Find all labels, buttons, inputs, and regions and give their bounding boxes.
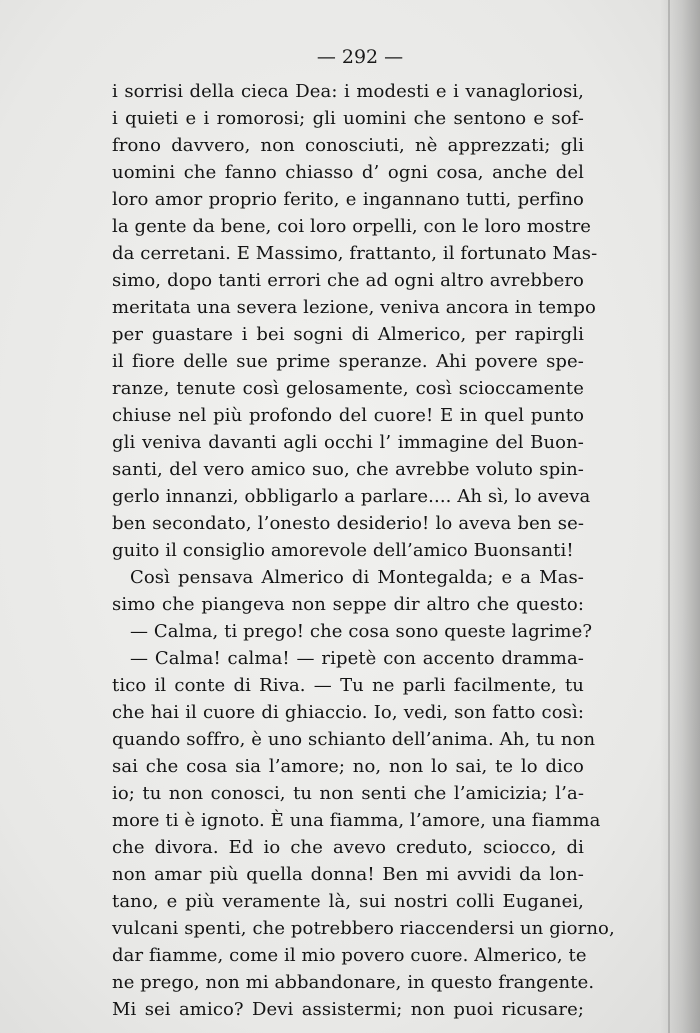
text-line: more ti è ignoto. È una fiamma, l’amore, una fiamma xyxy=(112,810,601,831)
text-line: chiuse nel più profondo del cuore! E in quel punto xyxy=(112,405,584,426)
page-number: — 292 — xyxy=(316,46,404,68)
text-line: io; tu non conosci, tu non senti che l’amicizia; l’a- xyxy=(112,783,584,804)
text-line: da cerretani. E Massimo, frattanto, il fortunato Mas- xyxy=(112,243,598,264)
text-line: — Calma! calma! — ripetè con accento dramma- xyxy=(130,648,584,669)
text-line: uomini che fanno chiasso d’ ogni cosa, anche del xyxy=(112,162,584,183)
text-line: ben secondato, l’onesto desiderio! lo aveva ben se- xyxy=(112,513,584,534)
text-line: simo, dopo tanti errori che ad ogni altro avrebbero xyxy=(112,270,584,291)
text-line: che divora. Ed io che avevo creduto, sciocco, di xyxy=(112,837,584,858)
text-line: santi, del vero amico suo, che avrebbe voluto spin- xyxy=(112,459,584,480)
text-line: meritata una severa lezione, veniva ancora in tempo xyxy=(112,297,596,318)
text-line: — Calma, ti prego! che cosa sono queste lagrime? xyxy=(130,621,593,642)
text-line: non amar più quella donna! Ben mi avvidi da lon- xyxy=(112,864,584,885)
text-line: vulcani spenti, che potrebbero riaccendersi un giorno, xyxy=(112,918,615,939)
text-line: che hai il cuore di ghiaccio. Io, vedi, son fatto così: xyxy=(112,702,584,723)
page-fold-line xyxy=(668,0,670,1033)
text-line: i quieti e i romorosi; gli uomini che sentono e sof- xyxy=(112,108,584,129)
text-line: sai che cosa sia l’amore; no, non lo sai, te lo dico xyxy=(112,756,584,777)
text-line: quando soffro, è uno schianto dell’anima. Ah, tu non xyxy=(112,729,596,750)
text-line: ranze, tenute così gelosamente, così scioccamente xyxy=(112,378,584,399)
page-edge-shadow xyxy=(660,0,700,1033)
text-line: gli veniva davanti agli occhi l’ immagine del Buon- xyxy=(112,432,584,453)
text-line: per guastare i bei sogni di Almerico, per rapirgli xyxy=(112,324,584,345)
text-line: gerlo innanzi, obbligarlo a parlare.... Ah sì, lo aveva xyxy=(112,486,591,507)
text-line: loro amor proprio ferito, e ingannano tutti, perfino xyxy=(112,189,584,210)
text-line: la gente da bene, coi loro orpelli, con le loro mostre xyxy=(112,216,592,237)
text-line: i sorrisi della cieca Dea: i modesti e i vanagloriosi, xyxy=(112,81,584,102)
text-line: tico il conte di Riva. — Tu ne parli facilmente, tu xyxy=(112,675,584,696)
text-line: ne prego, non mi abbandonare, in questo frangente. xyxy=(112,972,595,993)
text-line: Così pensava Almerico di Montegalda; e a Mas- xyxy=(130,567,584,588)
text-line: il fiore delle sue prime speranze. Ahi povere spe- xyxy=(112,351,584,372)
body-text xyxy=(112,78,615,1023)
text-line: tano, e più veramente là, sui nostri colli Euganei, xyxy=(112,891,584,912)
text-line: Mi sei amico? Devi assistermi; non puoi ricusare; xyxy=(112,999,584,1020)
text-line: dar fiamme, come il mio povero cuore. Almerico, te xyxy=(112,945,587,966)
text-line: frono davvero, non conosciuti, nè apprezzati; gli xyxy=(112,135,584,156)
text-line: guito il consiglio amorevole dell’amico Buonsanti! xyxy=(112,540,574,561)
text-line: simo che piangeva non seppe dir altro che questo: xyxy=(112,594,584,615)
